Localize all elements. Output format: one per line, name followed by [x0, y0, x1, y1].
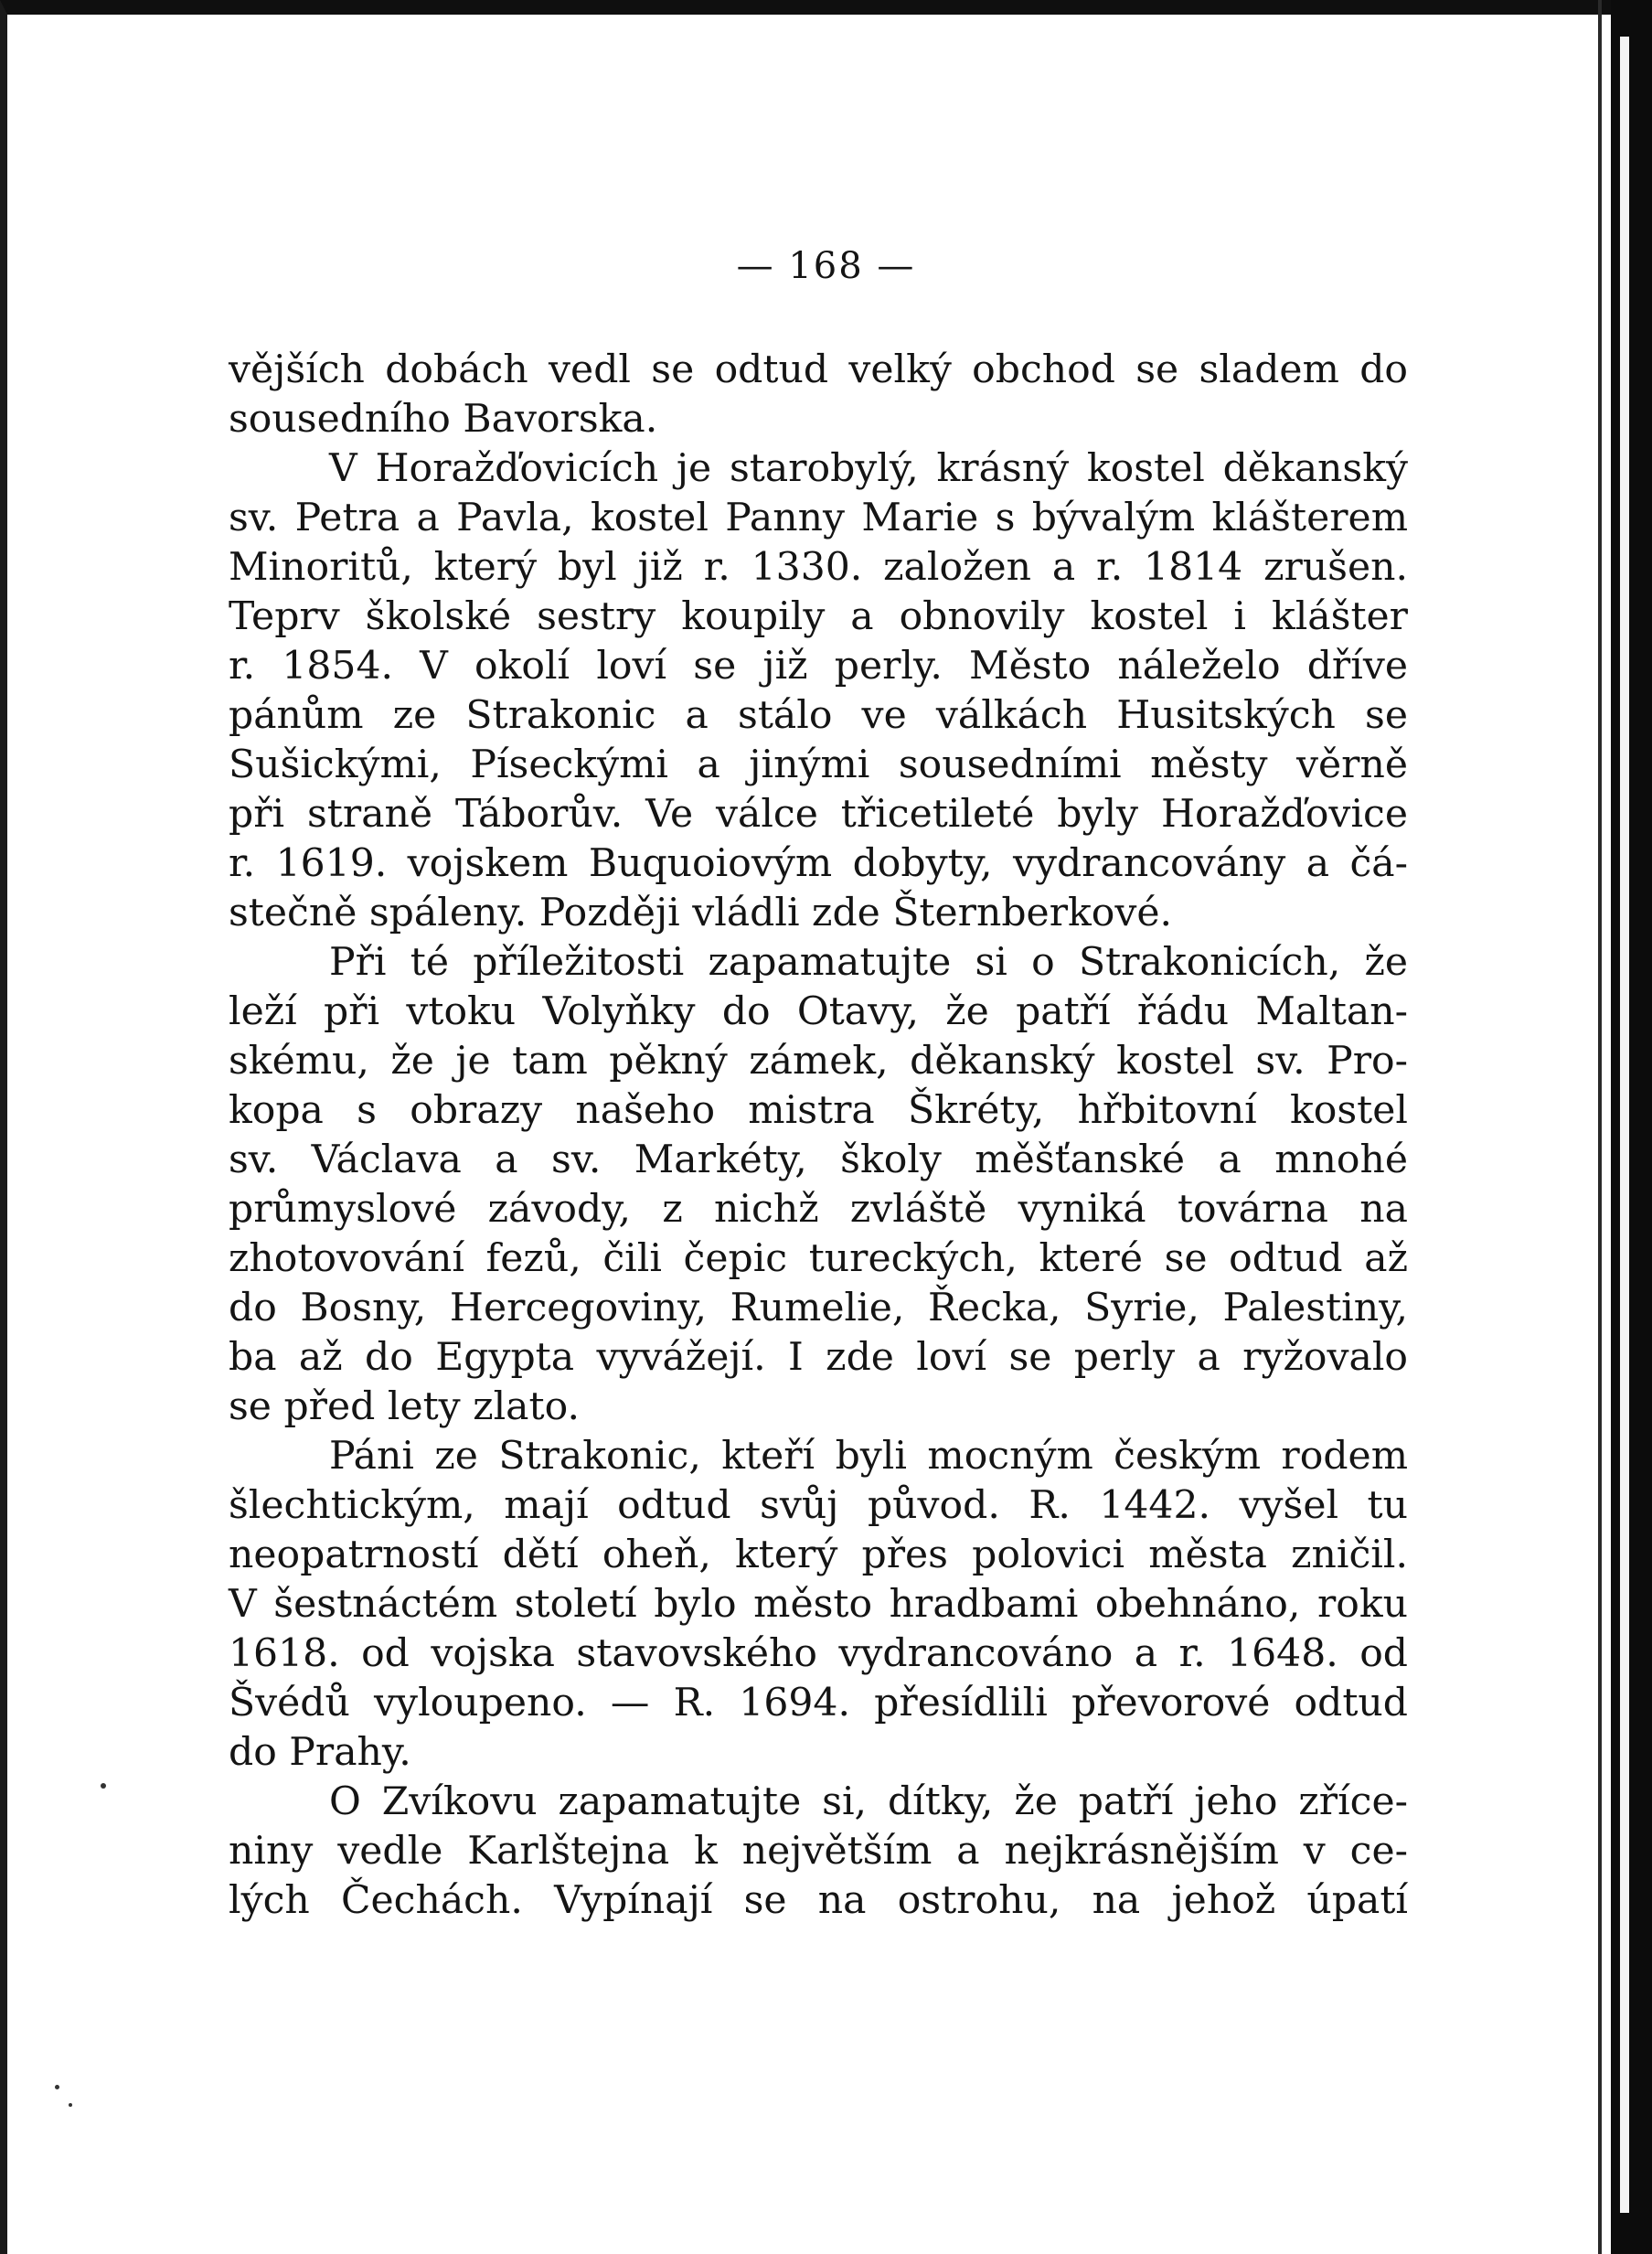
text-line: sv. Václava a sv. Markéty, školy měšťanské a mnohé	[229, 1138, 1408, 1182]
text-line: sousedního Bavorska.	[229, 397, 658, 442]
text-line: sv. Petra a Pavla, kostel Panny Marie s bývalým klášterem	[229, 496, 1408, 540]
text-line: Minoritů, který byl již r. 1330. založen a r. 1814 zrušen.	[229, 545, 1408, 590]
text-line: ba až do Egypta vyvážejí. I zde loví se perly a ryžovalo	[229, 1335, 1408, 1380]
text-line: kopa s obrazy našeho mistra Škréty, hřbitovní kostel	[229, 1088, 1408, 1133]
text-line: V šestnáctém století bylo město hradbami obehnáno, roku	[229, 1582, 1408, 1627]
text-line: r. 1854. V okolí loví se již perly. Město náleželo dříve	[229, 644, 1408, 689]
text-line: Švédů vyloupeno. — R. 1694. přesídlili převorové odtud	[229, 1681, 1408, 1725]
text-line: do Prahy.	[229, 1730, 411, 1775]
text-line: průmyslové závody, z nichž zvláště vyniká továrna na	[229, 1187, 1408, 1232]
text-line: V Horažďovicích je starobylý, krásný kostel děkanský	[329, 446, 1408, 491]
text-line: O Zvíkovu zapamatujte si, dítky, že patří jeho zříce-	[329, 1779, 1408, 1824]
text-line: se před lety zlato.	[229, 1384, 580, 1429]
text-line: Sušickými, Píseckými a jinými sousedními městy věrně	[229, 742, 1408, 787]
text-line: Páni ze Strakonic, kteří byli mocným českým rodem	[329, 1434, 1408, 1479]
scan-speck	[101, 1783, 106, 1789]
book-edge-highlight	[1620, 37, 1629, 2213]
text-line: šlechtickým, mají odtud svůj původ. R. 1442. vyšel tu	[229, 1483, 1408, 1528]
body-text	[229, 346, 1408, 1926]
page-number: — 168 —	[736, 245, 916, 287]
text-line: stečně spáleny. Později vládli zde Šternberkové.	[229, 891, 1173, 935]
text-line: zhotovování fezů, čili čepic tureckých, které se odtud až	[229, 1236, 1408, 1281]
text-line: při straně Táborův. Ve válce třicetileté byly Horažďovice	[229, 792, 1408, 837]
text-line: neopatrností dětí oheň, který přes polovici města zničil.	[229, 1533, 1408, 1577]
text-line: pánům ze Strakonic a stálo ve válkách Husitských se	[229, 693, 1408, 738]
text-line: niny vedle Karlštejna k největším a nejkrásnějším v ce-	[229, 1829, 1408, 1874]
text-line: Při té příležitosti zapamatujte si o Strakonicích, že	[329, 940, 1408, 985]
text-line: 1618. od vojska stavovského vydrancováno a r. 1648. od	[229, 1631, 1408, 1676]
text-line: r. 1619. vojskem Buquoiovým dobyty, vydrancovány a čá-	[229, 841, 1408, 886]
text-line: Teprv školské sestry koupily a obnovily kostel i klášter	[229, 594, 1408, 639]
page-spine-shadow	[1598, 0, 1602, 2254]
text-line: do Bosny, Hercegoviny, Rumelie, Řecka, Syrie, Palestiny,	[229, 1286, 1408, 1330]
text-line: lých Čechách. Vypínají se na ostrohu, na jehož úpatí	[229, 1878, 1408, 1923]
book-edge	[1611, 0, 1652, 2254]
scan-speck	[55, 2085, 59, 2089]
text-line: leží při vtoku Volyňky do Otavy, že patří řádu Maltan-	[229, 989, 1408, 1034]
scan-speck	[69, 2103, 72, 2107]
text-line: vějších dobách vedl se odtud velký obchod se sladem do	[229, 347, 1408, 392]
text-line: skému, že je tam pěkný zámek, děkanský kostel sv. Pro-	[229, 1039, 1408, 1084]
